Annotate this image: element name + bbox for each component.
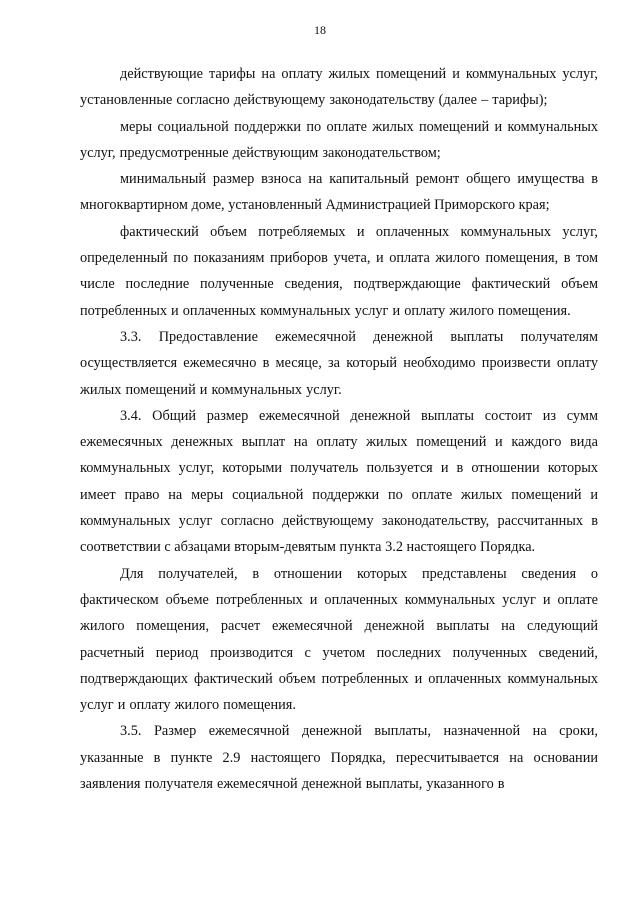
paragraph-recipients: Для получателей, в отношении которых представлены сведения о фактическом объеме потребленных и оплаченных коммунальных услуг и оплате жилого помещения, расчет ежемесячной денежной выплаты на следующий расчетный период производится с учетом последних полученных сведений, подтверждающих фактический объем потребленных и оплаченных коммунальных услуг и оплату жилого помещения. (80, 565, 598, 714)
page-number: 18 (314, 23, 326, 37)
paragraph-tariffs: действующие тарифы на оплату жилых помещений и коммунальных услуг, установленные согласно действующему законодательству (далее – тарифы); (80, 66, 598, 109)
paragraph-capital-repair: минимальный размер взноса на капитальный ремонт общего имущества в многоквартирном доме, установленный Администрацией Приморского края; (80, 171, 598, 214)
paragraph-actual-volume: фактический объем потребляемых и оплаченных коммунальных услуг, определенный по показаниям приборов учета, и оплата жилого помещения, в том числе последние полученные сведения, подтверждающие фактический объем потребленных и оплаченных коммунальных услуг и оплату жилого помещения. (80, 223, 598, 319)
paragraph-support-measures: меры социальной поддержки по оплате жилых помещений и коммунальных услуг, предусмотренные действующим законодательством; (80, 118, 598, 161)
paragraph-3-4: 3.4. Общий размер ежемесячной денежной выплаты состоит из сумм ежемесячных денежных выплат на оплату жилых помещений и каждого вида коммунальных услуг, которыми получатель пользуется и в отношении которых имеет право на меры социальной поддержки по оплате жилых помещений и коммунальных услуг согласно действующему законодательству, рассчитанных в соответствии с абзацами вторым-девятым пункта 3.2 настоящего Порядка. (80, 407, 598, 556)
document-body (80, 61, 598, 797)
paragraph-3-5: 3.5. Размер ежемесячной денежной выплаты, назначенной на сроки, указанные в пункте 2.9 настоящего Порядка, пересчитывается на основании заявления получателя ежемесячной денежной выплаты, указанного в (80, 723, 598, 793)
paragraph-3-3: 3.3. Предоставление ежемесячной денежной выплаты получателям осуществляется ежемесячно в месяце, за который необходимо произвести оплату жилых помещений и коммунальных услуг. (80, 328, 598, 398)
